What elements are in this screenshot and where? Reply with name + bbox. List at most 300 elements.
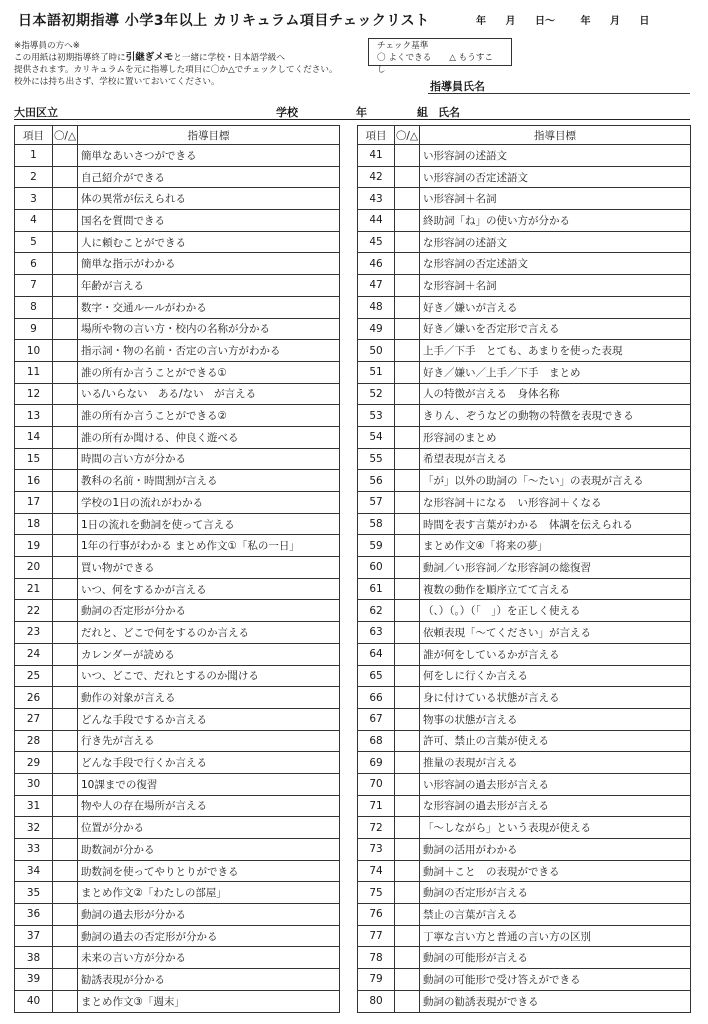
check-mark-cell[interactable] xyxy=(53,665,78,687)
table-header-row xyxy=(358,126,691,145)
item-number: 64 xyxy=(358,643,395,665)
check-mark-cell[interactable] xyxy=(53,839,78,861)
item-number: 5 xyxy=(15,231,53,253)
item-number: 68 xyxy=(358,730,395,752)
goal-text: 身に付けている状態が言える xyxy=(420,687,691,709)
goal-text: 物事の状態が言える xyxy=(420,708,691,730)
goal-text: いつ、どこで、だれとするのか聞ける xyxy=(78,665,340,687)
check-mark-cell[interactable] xyxy=(53,296,78,318)
goal-text: まとめ作文④「将来の夢」 xyxy=(420,535,691,557)
table-row xyxy=(358,318,691,340)
check-criteria-box xyxy=(368,38,512,75)
check-mark-cell[interactable] xyxy=(395,275,420,297)
student-info-line[interactable] xyxy=(14,102,690,120)
table-row xyxy=(358,253,691,275)
goal-text: 1年の行事がわかる まとめ作文①「私の一日」 xyxy=(78,535,340,557)
table-row xyxy=(15,275,340,297)
check-mark-cell[interactable] xyxy=(53,253,78,275)
goal-text: な形容詞の過去形が言える xyxy=(420,795,691,817)
check-mark-cell[interactable] xyxy=(395,318,420,340)
check-mark-cell[interactable] xyxy=(395,925,420,947)
date-month-end-label: 月 xyxy=(609,16,620,27)
table-row xyxy=(15,188,340,210)
item-number: 52 xyxy=(358,383,395,405)
check-mark-cell[interactable] xyxy=(395,145,420,167)
goal-text: 人の特徴が言える 身体名称 xyxy=(420,383,691,405)
item-number: 2 xyxy=(15,166,53,188)
check-mark-cell[interactable] xyxy=(395,600,420,622)
goal-text: い形容詞の述語文 xyxy=(420,145,691,167)
check-mark-cell[interactable] xyxy=(53,275,78,297)
check-mark-cell[interactable] xyxy=(395,340,420,362)
item-number: 31 xyxy=(15,795,53,817)
notes-line-1: この用紙は初期指導終了時に引継ぎメモと一緒に学校・日本語学級へ xyxy=(14,52,285,63)
page-title: 日本語初期指導 小学3年以上 カリキュラム項目チェックリスト xyxy=(18,13,430,29)
check-mark-cell[interactable] xyxy=(53,492,78,514)
goal-text: 助数詞が分かる xyxy=(78,839,340,861)
check-mark-cell[interactable] xyxy=(395,969,420,991)
goal-text: まとめ作文②「わたしの部屋」 xyxy=(78,882,340,904)
column-header-goal: 指導目標 xyxy=(78,126,340,145)
goal-text: 1日の流れを動詞を使って言える xyxy=(78,513,340,535)
check-mark-cell[interactable] xyxy=(395,839,420,861)
table-row xyxy=(358,275,691,297)
item-number: 12 xyxy=(15,383,53,405)
table-row xyxy=(358,665,691,687)
item-number: 22 xyxy=(15,600,53,622)
goal-text: 推量の表現が言える xyxy=(420,752,691,774)
goal-text: 簡単な指示がわかる xyxy=(78,253,340,275)
table-row xyxy=(358,383,691,405)
check-mark-cell[interactable] xyxy=(53,361,78,383)
table-row xyxy=(358,361,691,383)
date-range[interactable] xyxy=(476,12,649,27)
item-number: 30 xyxy=(15,773,53,795)
check-mark-cell[interactable] xyxy=(53,925,78,947)
goal-text: 終助詞「ね」の使い方が分かる xyxy=(420,210,691,232)
table-row xyxy=(358,925,691,947)
goal-text: 「～しながら」という表現が使える xyxy=(420,817,691,839)
check-mark-cell[interactable] xyxy=(53,730,78,752)
goal-text: だれと、どこで何をするのか言える xyxy=(78,622,340,644)
check-mark-cell[interactable] xyxy=(395,687,420,709)
check-mark-cell[interactable] xyxy=(395,492,420,514)
date-day-end-label: 日 xyxy=(639,16,650,27)
table-row xyxy=(15,578,340,600)
ward-label: 大田区立 xyxy=(14,106,58,119)
check-mark-cell[interactable] xyxy=(395,643,420,665)
table-row xyxy=(15,231,340,253)
item-number: 41 xyxy=(358,145,395,167)
table-row xyxy=(15,426,340,448)
goal-text: 動詞の過去形が分かる xyxy=(78,904,340,926)
check-mark-cell[interactable] xyxy=(395,773,420,795)
check-mark-cell[interactable] xyxy=(53,860,78,882)
table-row xyxy=(15,166,340,188)
goal-text: 「が」以外の助詞の「～たい」の表現が言える xyxy=(420,470,691,492)
item-number: 32 xyxy=(15,817,53,839)
goal-text: 丁寧な言い方と普通の言い方の区別 xyxy=(420,925,691,947)
item-number: 54 xyxy=(358,426,395,448)
goal-text: 指示詞・物の名前・否定の言い方がわかる xyxy=(78,340,340,362)
goal-text: い形容詞の過去形が言える xyxy=(420,773,691,795)
item-number: 23 xyxy=(15,622,53,644)
date-year-start-label: 年 xyxy=(476,16,486,27)
goal-text: どんな手段で行くか言える xyxy=(78,752,340,774)
table-row xyxy=(15,600,340,622)
column-header-mark: 〇/△ xyxy=(395,126,420,145)
check-mark-cell[interactable] xyxy=(53,513,78,535)
item-number: 69 xyxy=(358,752,395,774)
item-number: 56 xyxy=(358,470,395,492)
item-number: 47 xyxy=(358,275,395,297)
table-row xyxy=(15,925,340,947)
goal-text: 簡単なあいさつができる xyxy=(78,145,340,167)
criteria-partial: △ もうすこし xyxy=(377,53,494,75)
item-number: 45 xyxy=(358,231,395,253)
item-number: 4 xyxy=(15,210,53,232)
goal-text: 体の異常が伝えられる xyxy=(78,188,340,210)
goal-text: まとめ作文③「週末」 xyxy=(78,990,340,1012)
goal-text: 位置が分かる xyxy=(78,817,340,839)
table-row xyxy=(358,188,691,210)
table-row xyxy=(358,795,691,817)
check-mark-cell[interactable] xyxy=(53,882,78,904)
table-row xyxy=(358,166,691,188)
item-number: 55 xyxy=(358,448,395,470)
check-mark-cell[interactable] xyxy=(53,687,78,709)
goal-text: どんな手段でするか言える xyxy=(78,708,340,730)
table-row xyxy=(15,752,340,774)
goal-text: 国名を質問できる xyxy=(78,210,340,232)
check-mark-cell[interactable] xyxy=(395,448,420,470)
goal-text: 誰の所有か聞ける、仲良く遊べる xyxy=(78,426,340,448)
goal-text: 動詞の可能形が言える xyxy=(420,947,691,969)
instructor-notes xyxy=(14,40,338,88)
item-number: 46 xyxy=(358,253,395,275)
check-mark-cell[interactable] xyxy=(53,188,78,210)
table-row xyxy=(15,730,340,752)
table-row xyxy=(15,535,340,557)
table-row xyxy=(15,492,340,514)
table-row xyxy=(15,687,340,709)
class-label: 組 xyxy=(417,106,428,119)
goal-text: な形容詞＋になる い形容詞＋くなる xyxy=(420,492,691,514)
goal-text: 時間を表す言葉がわかる 体調を伝えられる xyxy=(420,513,691,535)
item-number: 59 xyxy=(358,535,395,557)
item-number: 43 xyxy=(358,188,395,210)
criteria-legend xyxy=(377,52,511,76)
check-mark-cell[interactable] xyxy=(53,904,78,926)
table-row xyxy=(15,361,340,383)
check-mark-cell[interactable] xyxy=(395,860,420,882)
item-number: 40 xyxy=(15,990,53,1012)
item-number: 14 xyxy=(15,426,53,448)
date-year-end-label: 年 xyxy=(580,16,591,27)
table-row xyxy=(358,600,691,622)
item-number: 8 xyxy=(15,296,53,318)
check-mark-cell[interactable] xyxy=(395,730,420,752)
goal-text: いる/いらない ある/ない が言える xyxy=(78,383,340,405)
goal-text: 誰の所有か言うことができる② xyxy=(78,405,340,427)
goal-text: 人に頼むことができる xyxy=(78,231,340,253)
check-mark-cell[interactable] xyxy=(395,405,420,427)
table-row xyxy=(15,795,340,817)
item-number: 20 xyxy=(15,557,53,579)
check-mark-cell[interactable] xyxy=(53,708,78,730)
check-mark-cell[interactable] xyxy=(53,600,78,622)
date-day-start-label: 日～ xyxy=(534,16,555,27)
check-mark-cell[interactable] xyxy=(395,665,420,687)
table-row xyxy=(358,340,691,362)
goal-text: 自己紹介ができる xyxy=(78,166,340,188)
goal-text: 助数詞を使ってやりとりができる xyxy=(78,860,340,882)
check-mark-cell[interactable] xyxy=(395,296,420,318)
item-number: 6 xyxy=(15,253,53,275)
item-number: 16 xyxy=(15,470,53,492)
check-mark-cell[interactable] xyxy=(53,426,78,448)
item-number: 17 xyxy=(15,492,53,514)
instructor-name-field[interactable] xyxy=(428,93,690,94)
table-row xyxy=(358,448,691,470)
item-number: 19 xyxy=(15,535,53,557)
notes-line-2: 提供されます。カリキュラムを元に指導した項目に〇か△でチェックしてください。 xyxy=(14,65,338,75)
table-row xyxy=(358,882,691,904)
item-number: 35 xyxy=(15,882,53,904)
check-mark-cell[interactable] xyxy=(395,904,420,926)
goal-text: 買い物ができる xyxy=(78,557,340,579)
table-row xyxy=(358,687,691,709)
check-mark-cell[interactable] xyxy=(53,383,78,405)
table-row xyxy=(358,839,691,861)
date-month-start-label: 月 xyxy=(505,16,516,27)
item-number: 62 xyxy=(358,600,395,622)
table-row xyxy=(15,817,340,839)
table-row xyxy=(358,513,691,535)
item-number: 29 xyxy=(15,752,53,774)
check-mark-cell[interactable] xyxy=(395,361,420,383)
item-number: 42 xyxy=(358,166,395,188)
item-number: 25 xyxy=(15,665,53,687)
table-row xyxy=(15,622,340,644)
item-number: 33 xyxy=(15,839,53,861)
criteria-title: チェック基準 xyxy=(377,41,429,51)
table-row xyxy=(15,969,340,991)
goal-text: 未来の言い方が分かる xyxy=(78,947,340,969)
item-number: 27 xyxy=(15,708,53,730)
goal-text: 希望表現が言える xyxy=(420,448,691,470)
table-row xyxy=(358,622,691,644)
table-row xyxy=(15,253,340,275)
goal-text: 許可、禁止の言葉が使える xyxy=(420,730,691,752)
check-mark-cell[interactable] xyxy=(53,990,78,1012)
check-mark-cell[interactable] xyxy=(53,535,78,557)
table-row xyxy=(358,817,691,839)
goal-text: 好き／嫌いが言える xyxy=(420,296,691,318)
table-row xyxy=(358,557,691,579)
handover-memo-label: 引継ぎメモ xyxy=(125,52,174,63)
check-mark-cell[interactable] xyxy=(395,231,420,253)
goal-text: 行き先が言える xyxy=(78,730,340,752)
notes-line-3: 校外には持ち出さず、学校に置いておいてください。 xyxy=(14,77,220,87)
check-mark-cell[interactable] xyxy=(395,795,420,817)
check-mark-cell[interactable] xyxy=(395,708,420,730)
table-row xyxy=(358,860,691,882)
item-number: 63 xyxy=(358,622,395,644)
check-mark-cell[interactable] xyxy=(53,231,78,253)
student-name-label: 氏名 xyxy=(438,106,460,119)
table-row xyxy=(15,513,340,535)
goal-text: い形容詞＋名詞 xyxy=(420,188,691,210)
item-number: 28 xyxy=(15,730,53,752)
table-row xyxy=(15,210,340,232)
goal-text: 上手／下手 とても、あまりを使った表現 xyxy=(420,340,691,362)
check-mark-cell[interactable] xyxy=(395,210,420,232)
check-mark-cell[interactable] xyxy=(395,426,420,448)
grade-label: 年 xyxy=(356,106,367,119)
table-row xyxy=(15,318,340,340)
table-row xyxy=(358,752,691,774)
item-number: 66 xyxy=(358,687,395,709)
check-mark-cell[interactable] xyxy=(395,383,420,405)
school-label: 学校 xyxy=(276,106,298,119)
goal-text: な形容詞＋名詞 xyxy=(420,275,691,297)
check-mark-cell[interactable] xyxy=(53,470,78,492)
item-number: 1 xyxy=(15,145,53,167)
check-mark-cell[interactable] xyxy=(53,817,78,839)
check-mark-cell[interactable] xyxy=(395,622,420,644)
item-number: 65 xyxy=(358,665,395,687)
item-number: 53 xyxy=(358,405,395,427)
check-mark-cell[interactable] xyxy=(53,145,78,167)
check-mark-cell[interactable] xyxy=(53,448,78,470)
instructor-name-label: 指導員氏名 xyxy=(430,80,485,93)
check-mark-cell[interactable] xyxy=(395,253,420,275)
check-mark-cell[interactable] xyxy=(53,578,78,600)
goal-text: 物や人の存在場所が言える xyxy=(78,795,340,817)
table-row xyxy=(15,990,340,1012)
table-row xyxy=(358,990,691,1012)
table-row xyxy=(15,904,340,926)
check-mark-cell[interactable] xyxy=(395,513,420,535)
check-mark-cell[interactable] xyxy=(395,990,420,1012)
check-mark-cell[interactable] xyxy=(53,969,78,991)
goal-text: いつ、何をするかが言える xyxy=(78,578,340,600)
item-number: 24 xyxy=(15,643,53,665)
check-mark-cell[interactable] xyxy=(395,882,420,904)
check-mark-cell[interactable] xyxy=(395,470,420,492)
check-mark-cell[interactable] xyxy=(53,166,78,188)
table-row xyxy=(15,557,340,579)
form-header xyxy=(0,0,708,122)
goal-text: 教科の名前・時間割が言える xyxy=(78,470,340,492)
item-number: 10 xyxy=(15,340,53,362)
goal-text: 動詞の活用がわかる xyxy=(420,839,691,861)
check-mark-cell[interactable] xyxy=(395,578,420,600)
goal-text: い形容詞の否定述語文 xyxy=(420,166,691,188)
check-mark-cell[interactable] xyxy=(53,752,78,774)
check-mark-cell[interactable] xyxy=(395,752,420,774)
notes-heading: ※指導員の方へ※ xyxy=(14,41,80,51)
checklist-table-left xyxy=(14,125,340,1013)
item-number: 79 xyxy=(358,969,395,991)
item-number: 9 xyxy=(15,318,53,340)
table-row xyxy=(358,773,691,795)
item-number: 49 xyxy=(358,318,395,340)
column-header-item: 項目 xyxy=(358,126,395,145)
table-row xyxy=(15,708,340,730)
table-row xyxy=(358,578,691,600)
item-number: 72 xyxy=(358,817,395,839)
table-row xyxy=(15,860,340,882)
item-number: 61 xyxy=(358,578,395,600)
table-row xyxy=(15,947,340,969)
goal-text: 時間の言い方が分かる xyxy=(78,448,340,470)
item-number: 58 xyxy=(358,513,395,535)
item-number: 7 xyxy=(15,275,53,297)
check-mark-cell[interactable] xyxy=(53,210,78,232)
goal-text: 数字・交通ルールがわかる xyxy=(78,296,340,318)
column-header-item: 項目 xyxy=(15,126,53,145)
check-mark-cell[interactable] xyxy=(53,643,78,665)
check-mark-cell[interactable] xyxy=(395,947,420,969)
goal-text: 10課までの復習 xyxy=(78,773,340,795)
item-number: 70 xyxy=(358,773,395,795)
item-number: 78 xyxy=(358,947,395,969)
item-number: 73 xyxy=(358,839,395,861)
goal-text: 禁止の言葉が言える xyxy=(420,904,691,926)
check-mark-cell[interactable] xyxy=(53,773,78,795)
table-row xyxy=(358,296,691,318)
goal-text: （、）（。）（「 」）を正しく使える xyxy=(420,600,691,622)
check-mark-cell[interactable] xyxy=(395,535,420,557)
table-row xyxy=(15,145,340,167)
table-row xyxy=(15,405,340,427)
criteria-good: 〇 よくできる xyxy=(377,53,432,63)
check-mark-cell[interactable] xyxy=(53,557,78,579)
check-mark-cell[interactable] xyxy=(53,405,78,427)
check-mark-cell[interactable] xyxy=(395,817,420,839)
table-row xyxy=(358,904,691,926)
check-mark-cell[interactable] xyxy=(395,166,420,188)
check-mark-cell[interactable] xyxy=(395,188,420,210)
goal-text: 形容詞のまとめ xyxy=(420,426,691,448)
goal-text: な形容詞の否定述語文 xyxy=(420,253,691,275)
goal-text: 年齢が言える xyxy=(78,275,340,297)
table-row xyxy=(358,969,691,991)
table-row xyxy=(358,535,691,557)
goal-text: 動詞の過去の否定形が分かる xyxy=(78,925,340,947)
check-mark-cell[interactable] xyxy=(53,947,78,969)
item-number: 67 xyxy=(358,708,395,730)
table-row xyxy=(358,405,691,427)
table-row xyxy=(15,448,340,470)
check-mark-cell[interactable] xyxy=(53,622,78,644)
table-row xyxy=(15,296,340,318)
check-mark-cell[interactable] xyxy=(53,340,78,362)
item-number: 15 xyxy=(15,448,53,470)
check-mark-cell[interactable] xyxy=(395,557,420,579)
check-mark-cell[interactable] xyxy=(53,318,78,340)
table-row xyxy=(15,643,340,665)
goal-text: な形容詞の述語文 xyxy=(420,231,691,253)
item-number: 26 xyxy=(15,687,53,709)
goal-text: 誰の所有か言うことができる① xyxy=(78,361,340,383)
table-row xyxy=(15,383,340,405)
goal-text: 動詞／い形容詞／な形容詞の総復習 xyxy=(420,557,691,579)
check-mark-cell[interactable] xyxy=(53,795,78,817)
item-number: 50 xyxy=(358,340,395,362)
